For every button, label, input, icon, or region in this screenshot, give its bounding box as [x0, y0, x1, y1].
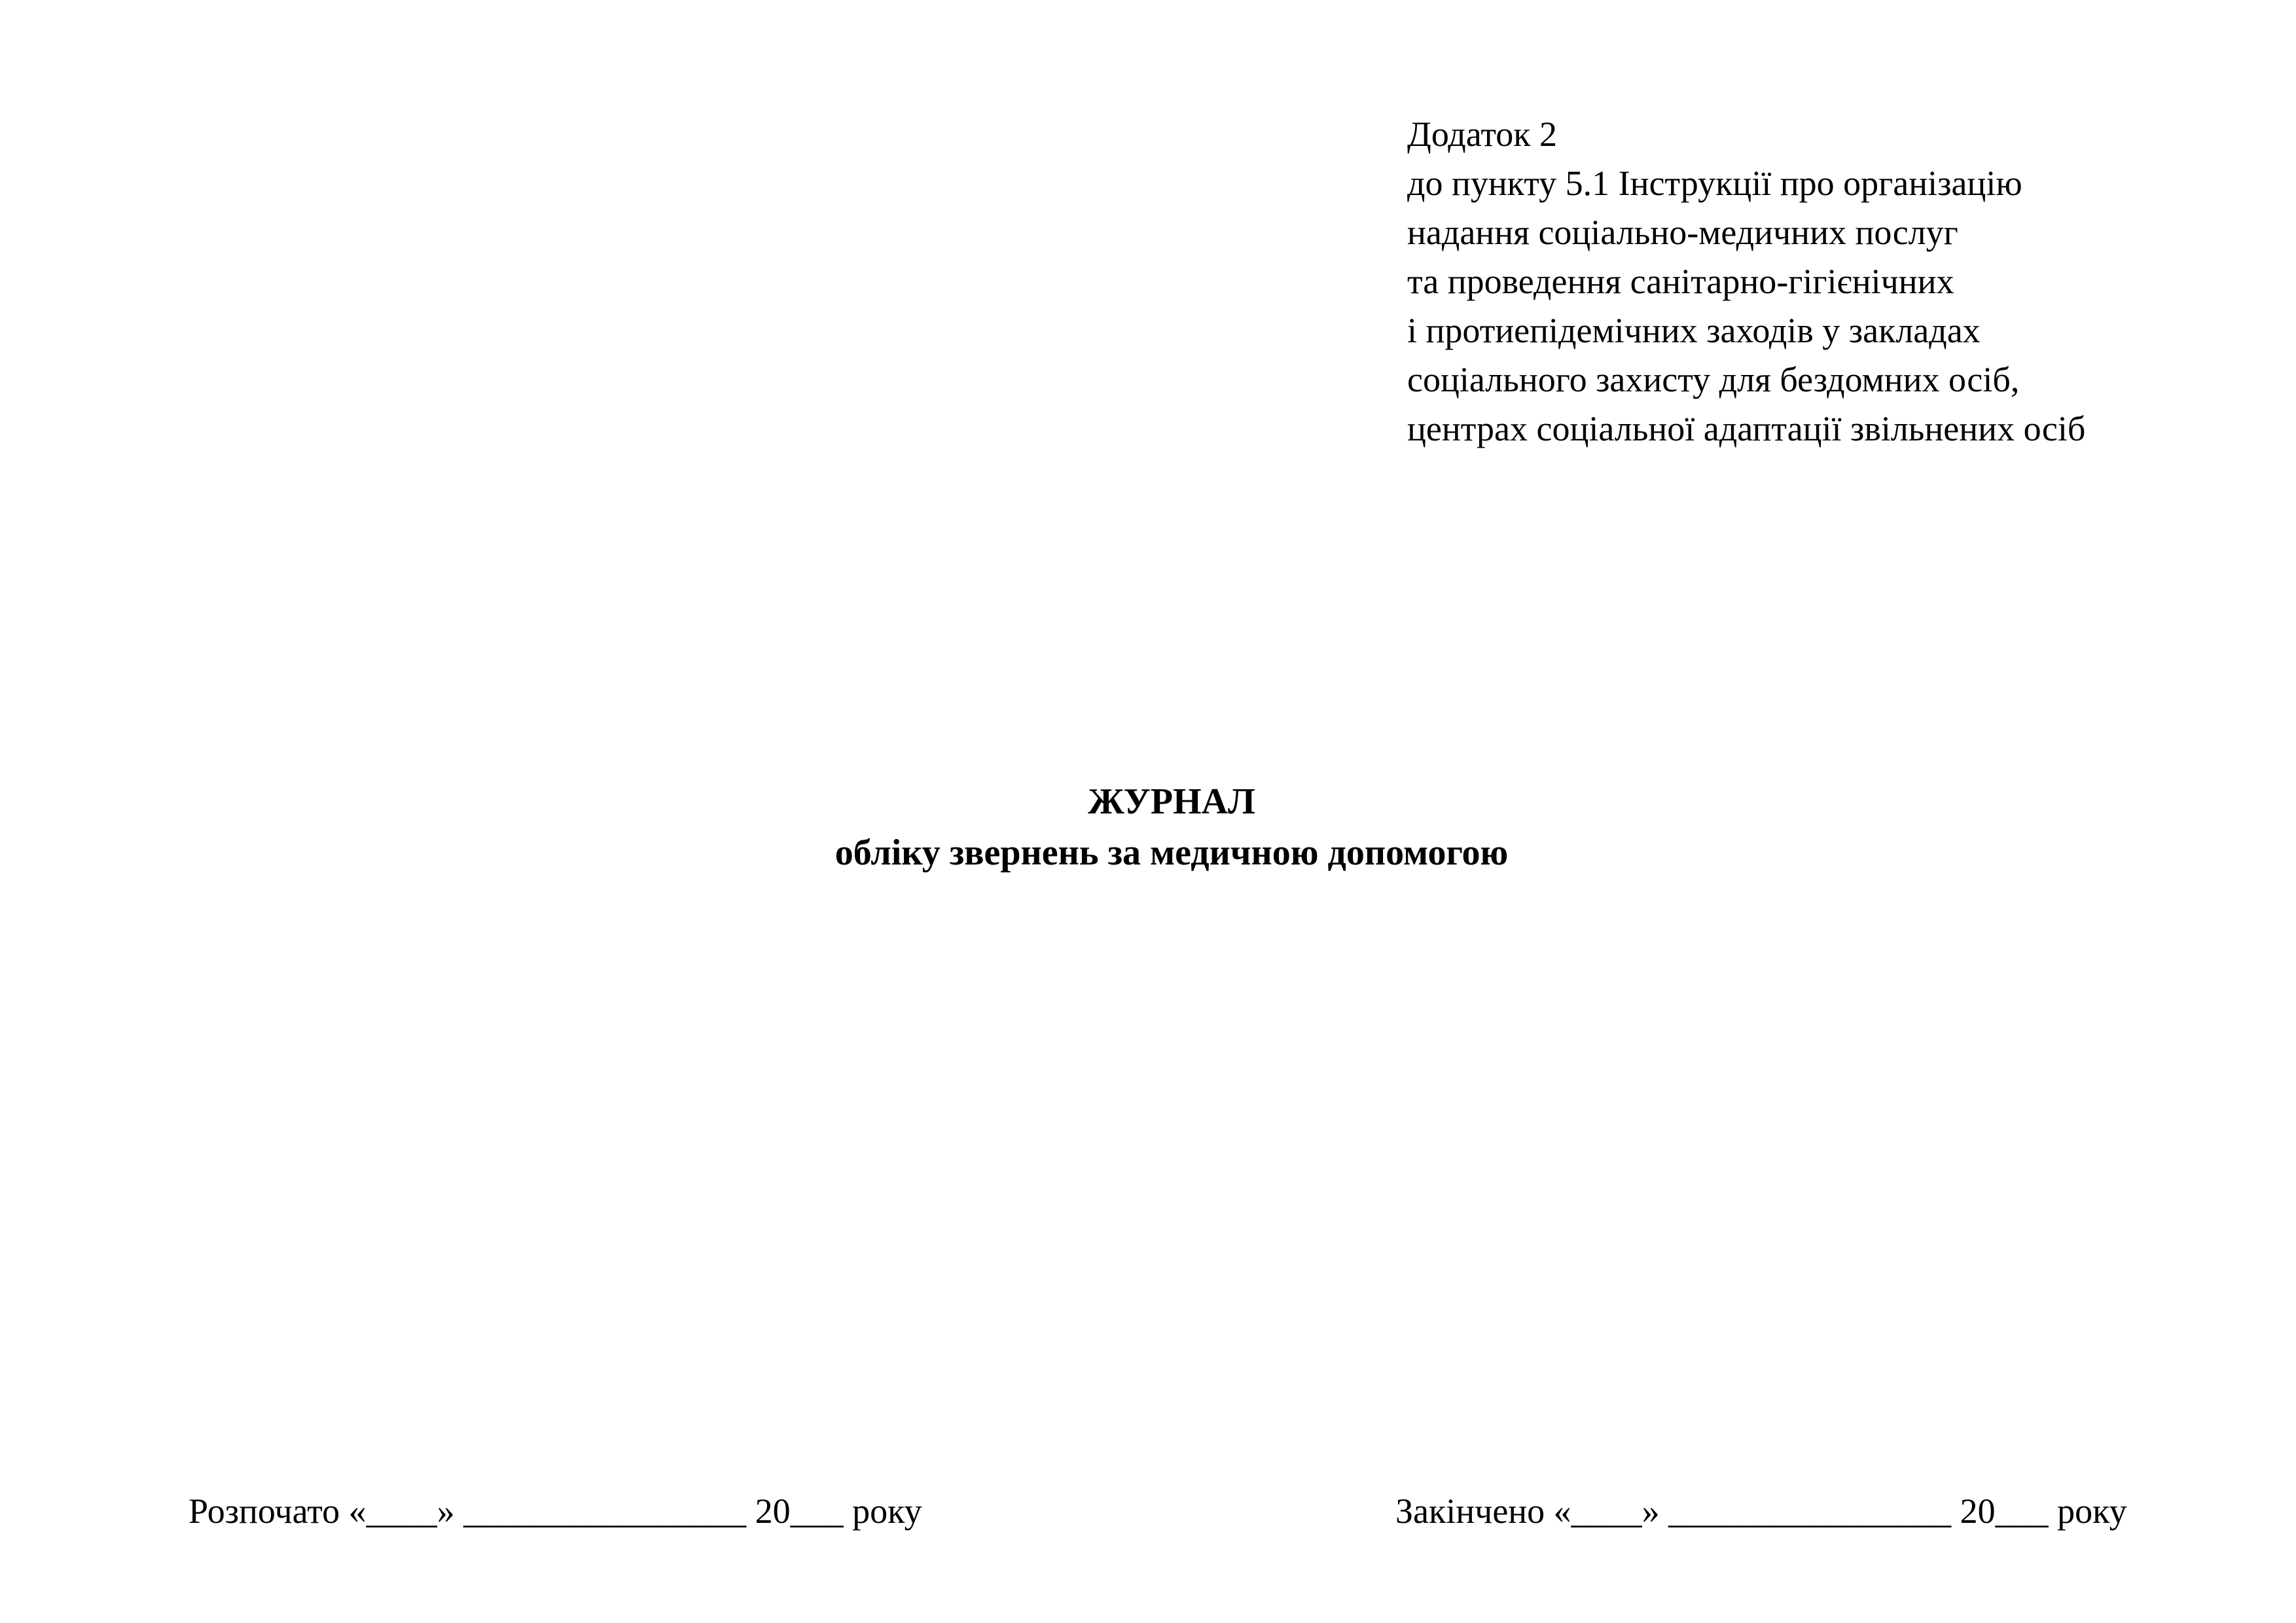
started-date-line: Розпочато «____» ________________ 20___ року: [188, 1491, 922, 1531]
annex-line-6: соціального захисту для бездомних осіб,: [1407, 360, 2020, 399]
document-title-block: [24, 776, 2296, 878]
annex-line-7: центрах соціальної адаптації звільнених осіб: [1407, 409, 2086, 448]
annex-reference-block: [1407, 110, 2225, 454]
document-title: ЖУРНАЛ: [1088, 781, 1255, 822]
document-subtitle: обліку звернень за медичною допомогою: [834, 832, 1509, 873]
annex-line-5: і протиепідемічних заходів у закладах: [1407, 311, 1981, 350]
annex-line-4: та проведення санітарно-гігієнічних: [1407, 262, 1954, 301]
annex-line-2: до пункту 5.1 Інструкції про організацію: [1407, 164, 2022, 203]
annex-line-1: Додаток 2: [1407, 115, 1557, 154]
annex-line-3: надання соціально-медичних послуг: [1407, 213, 1958, 252]
finished-date-line: Закінчено «____» ________________ 20___ року: [1395, 1491, 2127, 1531]
